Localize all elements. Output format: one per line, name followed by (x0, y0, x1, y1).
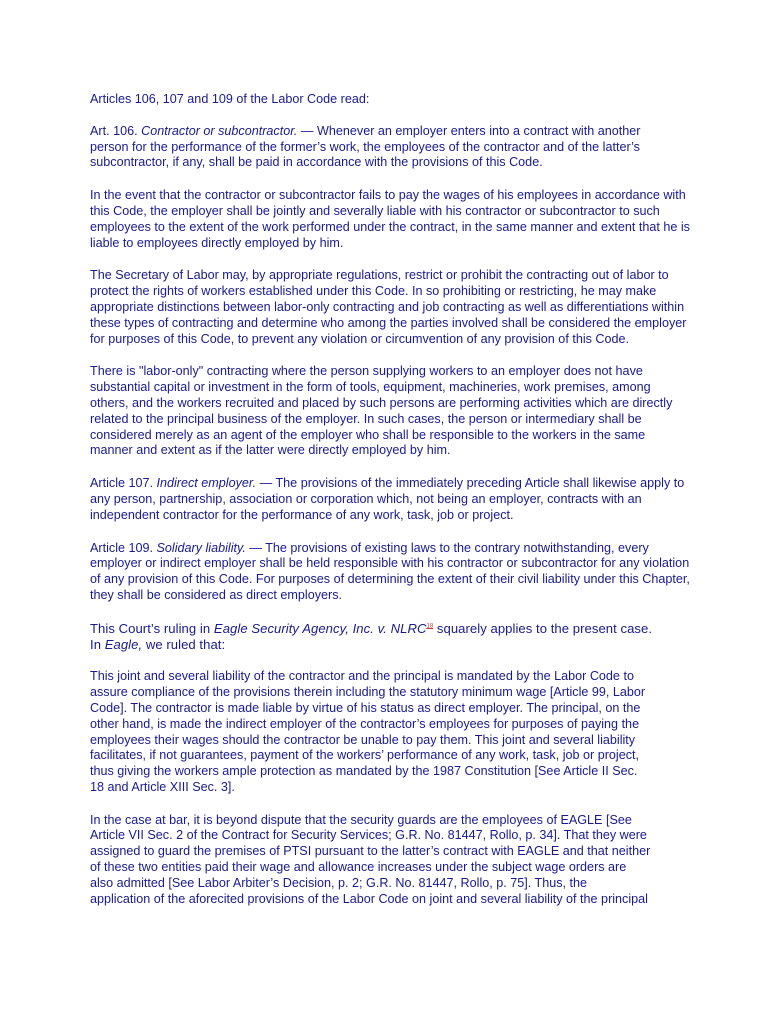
joint-line-5: employees their wages should the contractor be unable to pay them. This joint and several liability (90, 732, 636, 747)
article-109-heading: Solidary liability. (156, 540, 246, 555)
article-109-body: — The provisions of existing laws to the contrary notwithstanding, every employer or indirect employer shall be held responsible with his contractor or subcontractor for any violation of any provision of this Code. For purposes of determining the extent of their civil liability under this Chapter, they shall be considered as direct employers. (90, 540, 690, 602)
joint-line-7: thus giving the workers ample protection as mandated by the 1987 Constitution [See Article II Sec. (90, 764, 638, 779)
document-page (90, 92, 690, 907)
article-106-body-1: — Whenever an employer enters into a contract with another (297, 123, 641, 138)
bar-line-4: of these two entities paid their wage and allowance increases under the subject wage orders are (90, 860, 627, 875)
bar-line-2: Article VII Sec. 2 of the Contract for Security Services; G.R. No. 81447, Rollo, p. 34]. That they were (90, 828, 647, 843)
footnote-link-18[interactable]: 18 (426, 623, 434, 630)
joint-line-6: facilitates, if not guarantees, payment of the workers’ performance of any work, task, job or project, (90, 748, 640, 763)
joint-line-2: assure compliance of the provisions therein including the statutory minimum wage [Article 99, Labor (90, 685, 646, 700)
intro-line: Articles 106, 107 and 109 of the Labor Code read: (90, 92, 370, 106)
bar-line-3: assigned to guard the premises of PTSI pursuant to the latter’s contract with EAGLE and that neither (90, 844, 651, 859)
ruling-case-name: Eagle Security Agency, Inc. v. NLRC (213, 620, 427, 636)
bar-line-6: application of the aforecited provisions of the Labor Code on joint and several liability of the principal (90, 891, 648, 906)
ruling-line2-suffix: we ruled that: (142, 636, 226, 652)
case-at-bar-paragraph (90, 813, 690, 908)
article-107-paragraph (90, 476, 690, 523)
article-109-paragraph (90, 541, 690, 604)
article-106-body-2: person for the performance of the former’s work, the employees of the contractor and of the latter’s (90, 139, 640, 154)
secretary-paragraph: The Secretary of Labor may, by appropriate regulations, restrict or prohibit the contracting out of labor to protect the rights of workers established under this Code. In so prohibiting or restricting, he may make appropriate distinctions between labor-only contracting and job contracting as well as differentiations within these types of contracting and determine who among the parties involved shall be considered the employer for purposes of this Code, to prevent any violation or circumvention of any provision of this Code. (90, 268, 687, 346)
ruling-line2-case: Eagle, (104, 636, 143, 652)
article-107-prefix: Article 107. (90, 476, 157, 491)
article-107-heading: Indirect employer. (156, 476, 257, 491)
bar-line-1: In the case at bar, it is beyond dispute that the security guards are the employees of EAGLE [See (90, 812, 632, 827)
event-paragraph: In the event that the contractor or subcontractor fails to pay the wages of his employees in accordance with this Code, the employer shall be jointly and severally liable with his contractor or subcontractor to such employees to the extent of the work performed under the contract, in the same manner and extent that he is liable to employees directly employed by him. (90, 188, 690, 250)
ruling-paragraph (90, 621, 690, 653)
joint-line-4: other hand, is made the indirect employer of the contractor’s employees for purposes of paying the (90, 716, 640, 731)
labor-only-paragraph: There is "labor-only" contracting where the person supplying workers to an employer does not have substantial capital or investment in the form of tools, equipment, machineries, work premises, among others, and the workers recruited and placed by such persons are performing activities which are directly related to the principal business of the employer. In such cases, the person or intermediary shall be considered merely as an agent of the employer who shall be responsible to the workers in the same manner and extent as if the latter were directly employed by him. (90, 364, 673, 458)
article-106-heading: Contractor or subcontractor. (141, 123, 298, 138)
joint-liability-paragraph (90, 669, 690, 795)
ruling-line2-prefix: In (90, 636, 105, 652)
bar-line-5: also admitted [See Labor Arbiter’s Decision, p. 2; G.R. No. 81447, Rollo, p. 75]. Thus, the (90, 875, 588, 890)
joint-line-3: Code]. The contractor is made liable by virtue of his status as direct employer. The principal, on the (90, 700, 641, 715)
article-106-body-3: subcontractor, if any, shall be paid in accordance with the provisions of this Code. (90, 155, 543, 170)
article-107-body: — The provisions of the immediately preceding Article shall likewise apply to any person, partnership, association or corporation which, not being an employer, contracts with an independent contractor for the performance of any work, task, job or project. (90, 476, 685, 522)
ruling-prefix: This Court’s ruling in (90, 620, 214, 636)
article-109-prefix: Article 109. (90, 540, 157, 555)
article-106-paragraph (90, 124, 690, 171)
ruling-suffix: squarely applies to the present case. (433, 620, 653, 636)
joint-line-8: 18 and Article XIII Sec. 3]. (90, 779, 235, 794)
joint-line-1: This joint and several liability of the contractor and the principal is mandated by the Labor Code to (90, 669, 634, 684)
article-106-prefix: Art. 106. (90, 123, 142, 138)
